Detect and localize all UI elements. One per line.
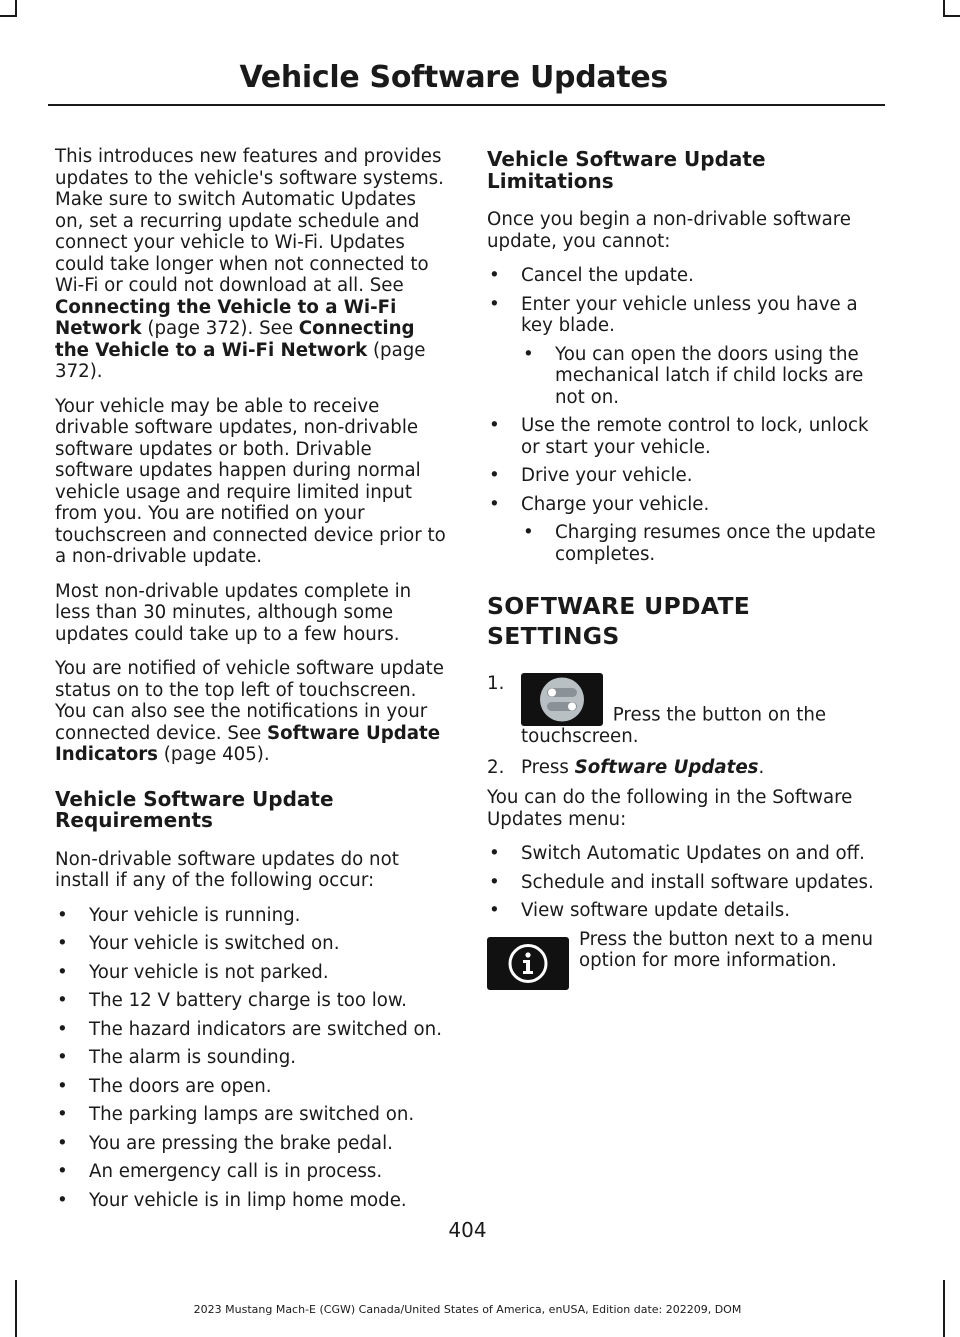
limitations-intro: Once you begin a non-drivable software update, you cannot: — [487, 209, 851, 252]
list-item: • View software update details. — [489, 900, 791, 921]
list-item: • Drive your vehicle. — [489, 465, 693, 486]
list-item: • An emergency call is in process. — [57, 1161, 383, 1182]
page-title: Vehicle Software Updates — [239, 60, 668, 95]
info-icon — [487, 937, 569, 990]
list-item: • The parking lamps are switched on. — [57, 1104, 415, 1125]
notification-paragraph: You are notified of vehicle software update status on to the top left of touchscreen. You can also see the notifications in your connected device. See Software Update Indicators (page 405). — [55, 658, 444, 765]
list-item: • The doors are open. — [57, 1075, 272, 1097]
info-row — [487, 929, 882, 972]
list-item: • Enter your vehicle unless you have a key blade. • You can open the doors using the mechanical latch if child locks are not on. — [487, 294, 882, 409]
info-text: Press the button next to a menu option for more information. — [579, 928, 874, 971]
list-item: • You are pressing the brake pedal. — [57, 1132, 393, 1154]
crop-mark — [943, 1280, 945, 1337]
list-item: • Your vehicle is running. — [57, 904, 301, 926]
step-2: 2. Press Software Updates. — [487, 756, 765, 778]
page-number: 404 — [448, 1218, 487, 1242]
list-item: • Cancel the update. — [489, 265, 694, 286]
list-item: • Your vehicle is not parked. — [57, 961, 329, 983]
list-item: • Your vehicle is in limp home mode. — [57, 1189, 407, 1211]
requirements-heading: Vehicle Software Update Requirements — [55, 786, 334, 832]
requirements-intro: Non-drivable software updates do not install if any of the following occur: — [55, 848, 399, 891]
indicators-link[interactable]: Software Update Indicators — [55, 722, 441, 765]
drivable-paragraph: Your vehicle may be able to receive drivable software updates, non-drivable software updates or both. Drivable software updates happen during normal vehicle usage and require limited input from you. You are notified on your touchscreen and connected device prior to a non-drivable update. — [55, 395, 446, 567]
duration-paragraph: Most non-drivable updates complete in less than 30 minutes, although some updates could take up to a few hours. — [55, 580, 412, 645]
crop-mark — [943, 15, 960, 17]
menu-intro: You can do the following in the Software Updates menu: — [487, 787, 853, 830]
list-item: • Switch Automatic Updates on and off. — [489, 843, 865, 864]
requirements-list — [55, 905, 448, 1212]
sub-list-item: • Charging resumes once the update completes. — [523, 522, 876, 565]
wifi-link[interactable]: Connecting the Vehicle to a Wi-Fi Network — [55, 318, 415, 361]
header-divider — [48, 104, 885, 106]
wifi-link[interactable]: Connecting the Vehicle to a Wi-Fi Network — [55, 296, 397, 339]
step-1: 1. Press the button on the touchscreen. — [487, 673, 827, 747]
menu-options-list — [487, 843, 882, 922]
list-item: • The 12 V battery charge is too low. — [57, 990, 407, 1011]
limitations-heading: Vehicle Software Update Limitations — [487, 147, 766, 193]
sub-list — [521, 522, 882, 565]
intro-paragraph: This introduces new features and provides updates to the vehicle's software systems. Make sure to switch Automatic Updates on, set a recurring update schedule and connect your vehicle to Wi-Fi. Updates could take longer when not connected to Wi-Fi or could not download at all. See Connecting the Vehicle to a Wi-Fi Network (page 372). See Connecting the Vehicle to a Wi-Fi Network (page 372). — [55, 146, 444, 382]
crop-mark — [0, 15, 17, 17]
list-item: • The hazard indicators are switched on. — [57, 1018, 442, 1040]
list-item: • Use the remote control to lock, unlock or start your vehicle. — [489, 415, 869, 458]
list-item: • The alarm is sounding. — [57, 1047, 297, 1068]
right-column — [487, 146, 882, 985]
left-column — [55, 146, 448, 1218]
sub-list-item: • You can open the doors using the mechanical latch if child locks are not on. — [523, 343, 864, 408]
list-item: • Schedule and install software updates. — [489, 871, 874, 893]
software-updates-menu-label: Software Updates — [574, 756, 759, 778]
list-item: • Your vehicle is switched on. — [57, 933, 340, 954]
settings-toggle-icon — [521, 673, 603, 726]
limitations-list — [487, 265, 882, 565]
list-item: • Charge your vehicle. • Charging resumes once the update completes. — [487, 494, 882, 566]
footer: 2023 Mustang Mach-E (CGW) Canada/United States of America, enUSA, Edition date: 202209, DOM — [193, 1303, 742, 1316]
settings-heading: SOFTWARE UPDATE SETTINGS — [487, 592, 751, 650]
sub-list — [521, 344, 882, 409]
